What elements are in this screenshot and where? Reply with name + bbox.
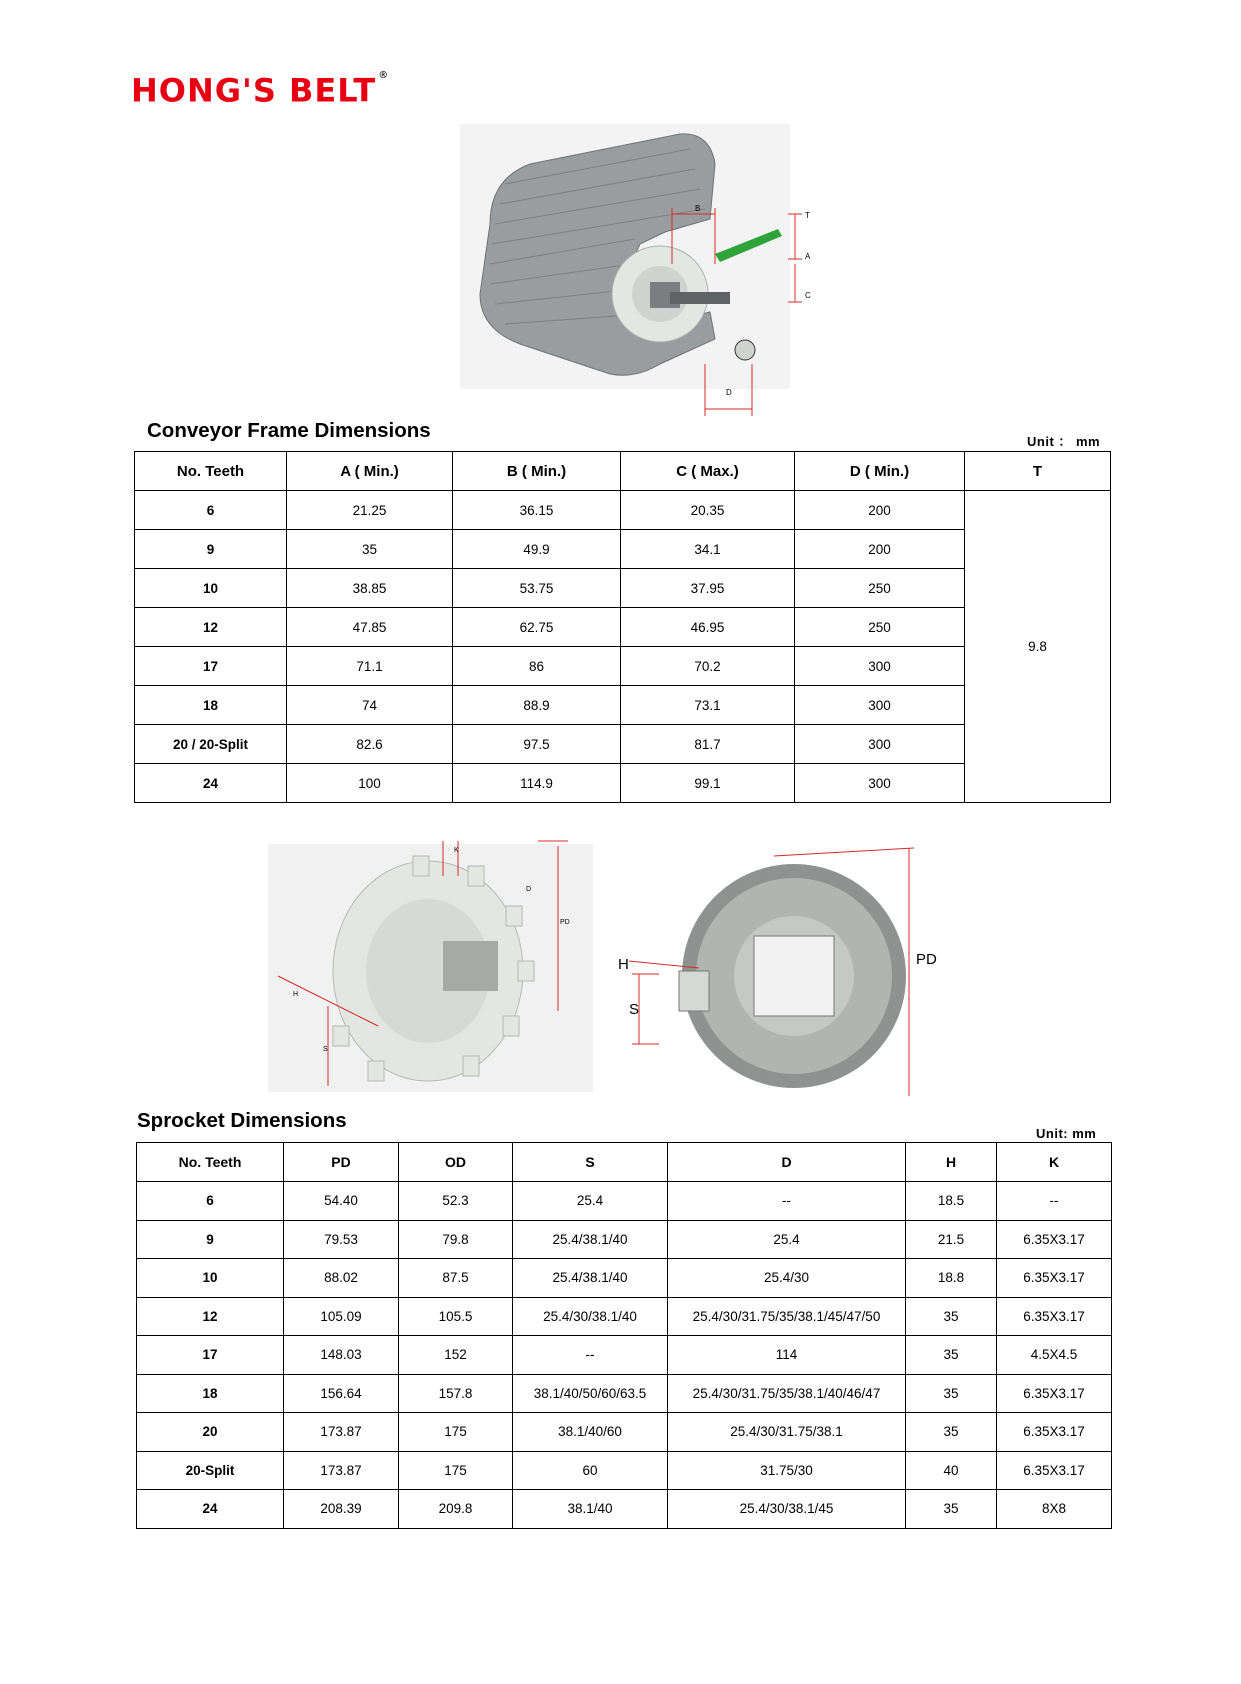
table-cell: 62.75 <box>453 608 621 647</box>
frame-section-title: Conveyor Frame Dimensions <box>147 419 431 442</box>
sprocket-label-s: S <box>323 1046 328 1053</box>
t-value-cell: 9.8 <box>965 491 1111 803</box>
sprocket-front-figure <box>614 836 959 1096</box>
table-cell: 300 <box>795 686 965 725</box>
table-row <box>137 1336 1112 1375</box>
table-cell: 35 <box>906 1297 997 1336</box>
table-cell: 250 <box>795 569 965 608</box>
table-cell: 12 <box>135 608 287 647</box>
table-cell: 73.1 <box>621 686 795 725</box>
header-cell: H <box>906 1143 997 1182</box>
table-cell: 9 <box>137 1220 284 1259</box>
table-cell: 8X8 <box>997 1490 1112 1529</box>
table-cell: 31.75/30 <box>668 1451 906 1490</box>
table-header-row <box>137 1143 1112 1182</box>
table-row <box>137 1413 1112 1452</box>
table-cell: 36.15 <box>453 491 621 530</box>
table-cell: 18.5 <box>906 1182 997 1221</box>
header-cell: K <box>997 1143 1112 1182</box>
table-cell: 300 <box>795 764 965 803</box>
table-cell: 105.09 <box>284 1297 399 1336</box>
header-cell: T <box>965 452 1111 491</box>
table-cell: 21.25 <box>287 491 453 530</box>
table-cell: 24 <box>135 764 287 803</box>
table-row <box>137 1182 1112 1221</box>
header-cell: A ( Min.) <box>287 452 453 491</box>
table-cell: 20 <box>137 1413 284 1452</box>
table-cell: 79.8 <box>399 1220 513 1259</box>
table-cell: 38.85 <box>287 569 453 608</box>
table-cell: 53.75 <box>453 569 621 608</box>
header-cell: No. Teeth <box>137 1143 284 1182</box>
table-cell: 175 <box>399 1451 513 1490</box>
table-cell: 38.1/40/50/60/63.5 <box>513 1374 668 1413</box>
table-cell: 25.4/38.1/40 <box>513 1259 668 1298</box>
brand-name: HONG'S BELT <box>131 71 377 110</box>
table-cell: 35 <box>906 1336 997 1375</box>
table-cell: 12 <box>137 1297 284 1336</box>
table-cell: 300 <box>795 725 965 764</box>
table-cell: 6.35X3.17 <box>997 1374 1112 1413</box>
table-cell: 25.4 <box>513 1182 668 1221</box>
table-cell: 38.1/40 <box>513 1490 668 1529</box>
table-cell: 46.95 <box>621 608 795 647</box>
table-cell: 81.7 <box>621 725 795 764</box>
table-cell: 20 / 20-Split <box>135 725 287 764</box>
header-cell: PD <box>284 1143 399 1182</box>
table-cell: 74 <box>287 686 453 725</box>
table-cell: 114.9 <box>453 764 621 803</box>
table-cell: 88.02 <box>284 1259 399 1298</box>
header-cell: OD <box>399 1143 513 1182</box>
table-cell: 54.40 <box>284 1182 399 1221</box>
table-cell: -- <box>513 1336 668 1375</box>
table-cell: 35 <box>906 1413 997 1452</box>
table-cell: 114 <box>668 1336 906 1375</box>
dim-label-b: B <box>695 204 701 213</box>
table-cell: 4.5X4.5 <box>997 1336 1112 1375</box>
table-cell: 87.5 <box>399 1259 513 1298</box>
table-row <box>137 1259 1112 1298</box>
front-label-s: S <box>629 1001 640 1018</box>
table-cell: 18.8 <box>906 1259 997 1298</box>
table-cell: 156.64 <box>284 1374 399 1413</box>
header-cell: S <box>513 1143 668 1182</box>
table-row <box>135 764 1111 803</box>
table-cell: 86 <box>453 647 621 686</box>
sprocket-section-title: Sprocket Dimensions <box>137 1109 347 1132</box>
table-cell: 20.35 <box>621 491 795 530</box>
table-cell: 105.5 <box>399 1297 513 1336</box>
front-label-h: H <box>618 956 629 973</box>
table-cell: 250 <box>795 608 965 647</box>
table-row <box>137 1490 1112 1529</box>
table-cell: 17 <box>137 1336 284 1375</box>
table-cell: 157.8 <box>399 1374 513 1413</box>
table-cell: 18 <box>137 1374 284 1413</box>
table-cell: 200 <box>795 530 965 569</box>
table-cell: 47.85 <box>287 608 453 647</box>
table-cell: 10 <box>137 1259 284 1298</box>
table-cell: 152 <box>399 1336 513 1375</box>
table-cell: 6.35X3.17 <box>997 1297 1112 1336</box>
sprocket-label-pd: PD <box>560 919 570 926</box>
table-cell: 25.4/30/31.75/38.1 <box>668 1413 906 1452</box>
front-label-pd: PD <box>916 951 937 968</box>
table-cell: 25.4/30/31.75/35/38.1/45/47/50 <box>668 1297 906 1336</box>
table-cell: 49.9 <box>453 530 621 569</box>
dim-label-c: C <box>805 291 811 300</box>
table-cell: 25.4/30 <box>668 1259 906 1298</box>
table-cell: 38.1/40/60 <box>513 1413 668 1452</box>
table-cell: 82.6 <box>287 725 453 764</box>
table-cell: 300 <box>795 647 965 686</box>
table-cell: -- <box>997 1182 1112 1221</box>
sprocket-label-k: K <box>454 847 459 854</box>
table-cell: 37.95 <box>621 569 795 608</box>
table-cell: 25.4/30/38.1/45 <box>668 1490 906 1529</box>
table-cell: 25.4/30/38.1/40 <box>513 1297 668 1336</box>
table-row <box>135 491 1111 530</box>
table-cell: 88.9 <box>453 686 621 725</box>
conveyor-belt-figure <box>460 124 830 419</box>
table-cell: 25.4/38.1/40 <box>513 1220 668 1259</box>
table-cell: 6 <box>137 1182 284 1221</box>
table-cell: 17 <box>135 647 287 686</box>
sprocket-label-d: D <box>526 886 532 893</box>
dim-label-t: T <box>805 211 810 220</box>
header-cell: D <box>668 1143 906 1182</box>
table-cell: 52.3 <box>399 1182 513 1221</box>
table-cell: 97.5 <box>453 725 621 764</box>
table-cell: -- <box>668 1182 906 1221</box>
table-row <box>135 530 1111 569</box>
table-cell: 71.1 <box>287 647 453 686</box>
table-cell: 6.35X3.17 <box>997 1451 1112 1490</box>
table-cell: 100 <box>287 764 453 803</box>
registered-mark: ® <box>378 70 389 81</box>
table-row <box>137 1451 1112 1490</box>
table-cell: 6.35X3.17 <box>997 1259 1112 1298</box>
table-row <box>135 569 1111 608</box>
table-cell: 173.87 <box>284 1451 399 1490</box>
header-cell: No. Teeth <box>135 452 287 491</box>
sprocket-side-figure <box>268 836 598 1096</box>
table-cell: 24 <box>137 1490 284 1529</box>
table-row <box>135 686 1111 725</box>
table-row <box>135 608 1111 647</box>
table-cell: 79.53 <box>284 1220 399 1259</box>
table-cell: 148.03 <box>284 1336 399 1375</box>
table-row <box>137 1220 1112 1259</box>
header-cell: D ( Min.) <box>795 452 965 491</box>
table-cell: 209.8 <box>399 1490 513 1529</box>
sprocket-label-h: H <box>293 991 299 998</box>
table-row <box>137 1297 1112 1336</box>
sprocket-dimensions-table <box>136 1142 1112 1529</box>
table-cell: 20-Split <box>137 1451 284 1490</box>
table-cell: 34.1 <box>621 530 795 569</box>
table-row <box>135 647 1111 686</box>
table-row <box>137 1374 1112 1413</box>
table-cell: 173.87 <box>284 1413 399 1452</box>
table-cell: 200 <box>795 491 965 530</box>
dim-label-d: D <box>726 388 732 397</box>
table-header-row <box>135 452 1111 491</box>
header-cell: C ( Max.) <box>621 452 795 491</box>
table-cell: 35 <box>906 1490 997 1529</box>
table-cell: 99.1 <box>621 764 795 803</box>
table-cell: 25.4/30/31.75/35/38.1/40/46/47 <box>668 1374 906 1413</box>
table-cell: 18 <box>135 686 287 725</box>
table-cell: 70.2 <box>621 647 795 686</box>
table-cell: 21.5 <box>906 1220 997 1259</box>
table-cell: 208.39 <box>284 1490 399 1529</box>
table-cell: 25.4 <box>668 1220 906 1259</box>
table-row <box>135 725 1111 764</box>
table-cell: 60 <box>513 1451 668 1490</box>
table-cell: 6.35X3.17 <box>997 1220 1112 1259</box>
table-cell: 175 <box>399 1413 513 1452</box>
table-cell: 6 <box>135 491 287 530</box>
frame-dimensions-table <box>134 451 1111 803</box>
brand-logo <box>131 70 388 109</box>
header-cell: B ( Min.) <box>453 452 621 491</box>
table-cell: 40 <box>906 1451 997 1490</box>
sprocket-unit-label: Unit: mm <box>1036 1126 1097 1141</box>
table-cell: 35 <box>287 530 453 569</box>
frame-unit-label: Unit ： mm <box>1027 434 1101 449</box>
table-cell: 9 <box>135 530 287 569</box>
table-cell: 10 <box>135 569 287 608</box>
table-cell: 6.35X3.17 <box>997 1413 1112 1452</box>
dim-label-a: A <box>805 252 811 261</box>
table-cell: 35 <box>906 1374 997 1413</box>
